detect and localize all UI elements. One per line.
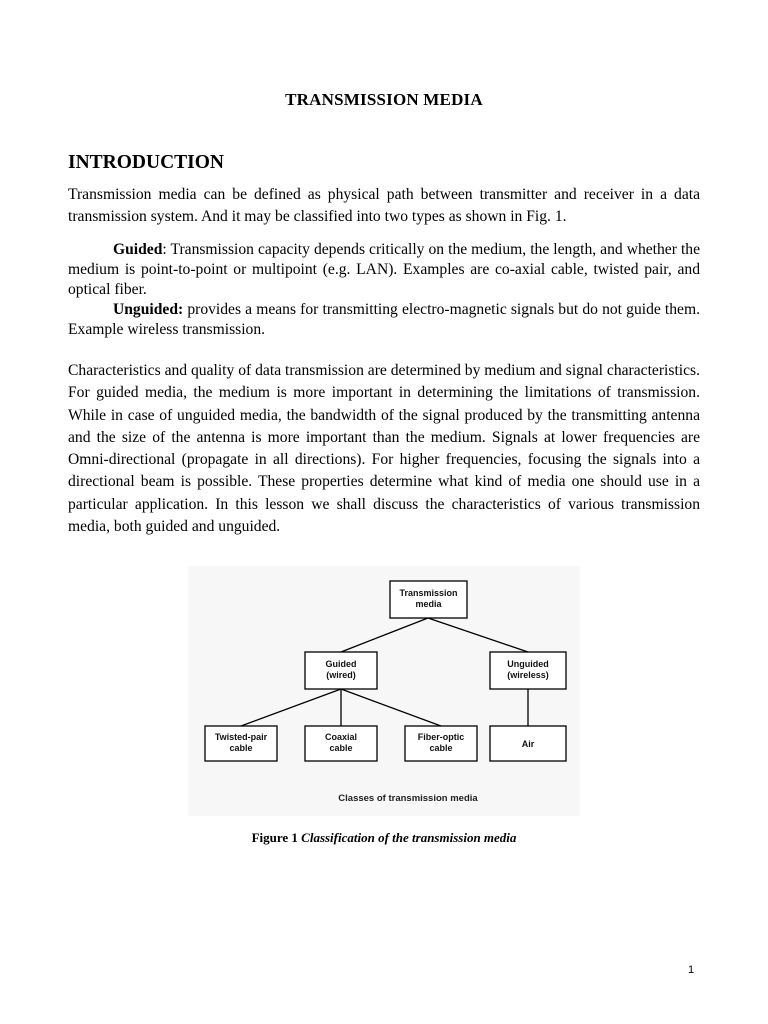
page-title: TRANSMISSION MEDIA — [285, 90, 483, 109]
figure-label: Figure 1 — [251, 830, 298, 845]
unguided-term: Unguided: — [113, 301, 184, 318]
air-label: Air — [521, 739, 535, 749]
connector-guided-twisted — [241, 689, 341, 726]
page-number: 1 — [688, 964, 695, 976]
coaxial-label-line1: Coaxial — [324, 732, 358, 742]
classification-diagram-svg — [188, 566, 580, 816]
section-heading: INTRODUCTION — [68, 152, 225, 173]
guided-label-line1: Guided — [325, 659, 357, 669]
connector-root-guided — [341, 618, 428, 652]
classification-diagram — [188, 566, 580, 816]
twisted-pair-label-line2: cable — [229, 743, 253, 753]
root-label-line1: Transmission — [399, 588, 458, 598]
fiber-optic-label-line2: cable — [429, 743, 453, 753]
coaxial-label-line2: cable — [329, 743, 353, 753]
diagram-caption: Classes of transmission media — [338, 793, 478, 804]
connector-root-unguided — [428, 618, 528, 652]
guided-term: Guided — [113, 241, 163, 258]
intro-paragraph: Transmission media can be defined as physical path between transmitter and receiver in a data transmission system. And it may be classified into two types as shown in Fig. 1. — [68, 186, 700, 226]
figure-caption — [0, 830, 768, 846]
characteristics-paragraph: Characteristics and quality of data transmission are determined by medium and signal characteristics. For guided media, the medium is more important in determining the limitations of transmission. While in case of unguided media, the bandwidth of the signal produced by the transmitting antenna and the size of the antenna is more important than the medium. Signals at lower frequencies are Omni-directional (propagate in all directions). For higher frequencies, focusing the signals into a directional beam is possible. These properties determine what kind of media one should use in a particular application. In this lesson we shall discuss the characteristics of various transmission media, both guided and unguided. — [68, 362, 700, 536]
unguided-paragraph — [68, 300, 700, 340]
guided-label-line2: (wired) — [326, 670, 356, 680]
unguided-label-line2: (wireless) — [507, 670, 549, 680]
root-label-line2: media — [415, 599, 442, 609]
connector-guided-fiber — [341, 689, 441, 726]
guided-text: : Transmission capacity depends critically on the medium, the length, and whether the medium is point-to-point or multipoint (e.g. LAN). Examples are co-axial cable, twisted pair, and optical fiber. — [68, 241, 700, 298]
unguided-label-line1: Unguided — [507, 659, 549, 669]
twisted-pair-label-line1: Twisted-pair — [214, 732, 268, 742]
diagram-connectors — [241, 618, 528, 726]
fiber-optic-label-line1: Fiber-optic — [417, 732, 465, 742]
unguided-text: provides a means for transmitting electro-magnetic signals but do not guide them. Example wireless transmission. — [68, 301, 700, 338]
guided-paragraph — [68, 240, 700, 300]
figure-caption-text: Classification of the transmission media — [301, 830, 517, 845]
